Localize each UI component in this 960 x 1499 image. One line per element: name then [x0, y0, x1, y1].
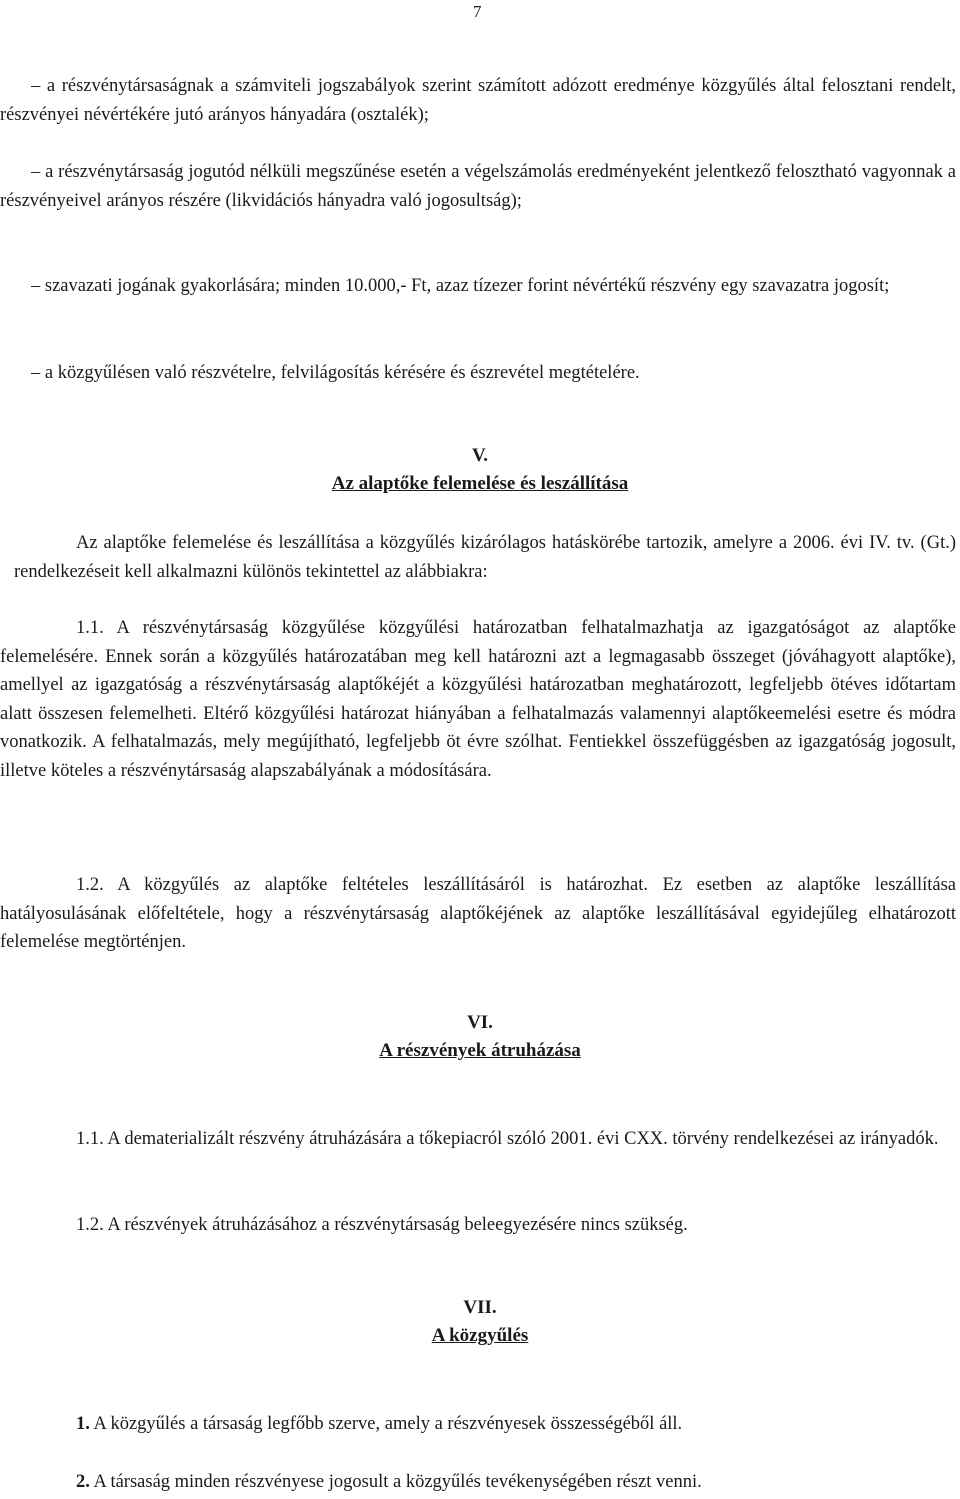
section-v-intro: Az alaptőke felemelése és leszállítása a közgyűlés kizárólagos hatáskörébe tartozik, amelyre a 2006. évi IV. tv. (Gt.) rendelkezéseit kell alkalmazni különös tekintettel az alábbiakra: [14, 533, 956, 582]
list-item-dividend: – a részvénytársaságnak a számviteli jogszabályok szerint számított adózott eredménye közgyűlés által felosztani rendelt, részvényei névértékére jutó arányos hányadára (osztalék); [0, 76, 956, 125]
page-number: 7 [473, 2, 482, 21]
section-vi-number: VI. [467, 1012, 493, 1033]
section-vii-paragraph-1-text: A közgyűlés a társaság legfőbb szerve, amely a részvényesek összességéből áll. [89, 1414, 683, 1434]
section-vi-paragraph-1-2: 1.2. A részvények átruházásához a részvénytársaság beleegyezésére nincs szükség. [76, 1215, 688, 1235]
list-item-liquidation: – a részvénytársaság jogutód nélküli megszűnése esetén a végelszámolás eredményeként jelentkező felosztható vagyonnak a részvényeivel arányos részére (likvidációs hányadra való jogosultság); [0, 162, 956, 211]
list-item-participation: – a közgyűlésen való részvételre, felvilágosítás kérésére és észrevétel megtételére. [31, 363, 640, 383]
section-vi-title: A részvények átruházása [379, 1040, 581, 1061]
section-v-title: Az alaptőke felemelése és leszállítása [331, 473, 629, 494]
section-vii-paragraph-1-number: 1. [76, 1414, 90, 1434]
section-v-paragraph-1-2: 1.2. A közgyűlés az alaptőke feltételes leszállításáról is határozhat. Ez esetben az alaptőke leszállítása hatályosulásának előfeltétele, hogy a részvénytársaság alaptőkéjének az alaptőke leszállításával egyidejűleg elhatározott felemelése megtörténjen. [0, 875, 956, 952]
section-v-paragraph-1-1: 1.1. A részvénytársaság közgyűlése közgyűlési határozatban felhatalmazhatja az igazgatóságot az alaptőke felemelésére. Ennek során a közgyűlés határozatában meg kell határozni azt a legmagasabb összeget (jóváhagyott alaptőke), amellyel az igazgatóság a részvénytársaság alaptőkéjét a közgyűlési határozatban meghatározott, legfeljebb ötéves időtartam alatt összesen felemelheti. Eltérő közgyűlési határozat hiányában a felhatalmazás valamennyi alaptőkeemelési esetre és módra vonatkozik. A felhatalmazás, mely megújítható, legfeljebb öt évre szólhat. Fentiekkel összefüggésben az igazgatóság jogosult, illetve köteles a részvénytársaság alapszabályának a módosítására. [0, 618, 956, 781]
section-vii-paragraph-2 [0, 1468, 956, 1497]
section-vii-paragraph-2-number: 2. [76, 1472, 90, 1492]
list-item-voting: – szavazati jogának gyakorlására; minden 10.000,- Ft, azaz tízezer forint névértékű részvény egy szavazatra jogosít; [31, 276, 890, 296]
section-vii-title: A közgyűlés [431, 1325, 529, 1346]
section-vii-paragraph-1 [0, 1410, 956, 1439]
section-vii-number: VII. [463, 1297, 497, 1318]
section-vi-paragraph-1-1: 1.1. A dematerializált részvény átruházására a tőkepiacról szóló 2001. évi CXX. törvény rendelkezései az irányadók. [76, 1129, 939, 1149]
section-vii-paragraph-2-text: A társaság minden részvényese jogosult a közgyűlés tevékenységében részt venni. [89, 1472, 702, 1492]
section-v-number: V. [471, 445, 489, 466]
